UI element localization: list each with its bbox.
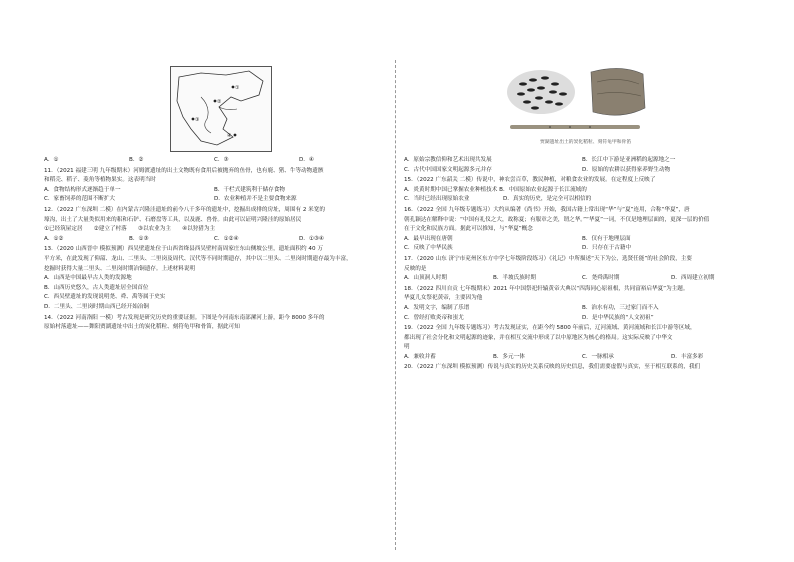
- question-text: 明: [404, 344, 410, 351]
- question-text: 都出现了社会分化和文明起源的迹象，并在相互交流中形成了以中原地区为核心的格局。这实际反映了中华文: [404, 334, 673, 341]
- option: A．山西是中国最早古人类的发源地: [44, 275, 132, 282]
- option: C．尧舜禹时期: [582, 275, 620, 282]
- question-text: 18．（2022 四川自贡 七年级期末）2021 年中国祭祀轩辕黄帝大典以“四海同心原祖根，共同富裕启华夏”为主题。: [404, 285, 689, 292]
- option: C．反映了中华民族: [404, 245, 453, 252]
- option: A．原始宗教信仰和艺术出现共发展: [404, 157, 492, 163]
- option: B．干栏式建筑利于储存食物: [214, 186, 285, 193]
- option: D．①③④: [299, 235, 324, 242]
- question-subitems: ①已经筑屋定居 ②建立了村落 ③以农业为主 ④以狩猎为主: [44, 226, 216, 233]
- question-text: 平方米，在此发现了仰韶、龙山、二里头、二里岗及周代、汉代等不同时期遗存，其中以二里头、二里岗时期遗存最为丰富，: [44, 255, 352, 262]
- option: B．仅有于地理层面: [582, 235, 631, 242]
- bone-flute-icon: [510, 124, 640, 130]
- option: A．炎黄时期中国已掌握农业种植技术 B．中国原始农业起源于长江流域的: [404, 186, 587, 193]
- option: B．多元一体: [493, 353, 525, 360]
- question-text: 20．（2022 广东深圳 模拟预测）传说与真实的历史关系反映的历史信息，我们需要虚假与真实，至于相互联系的，我们: [404, 364, 701, 371]
- question-text: 13．（2020 山西晋中 模拟预测）西吴壁遗址位于山西省绛县西吴壁村南周家庄东山侧坡公里，遗址面积约 40 万: [44, 246, 323, 253]
- option: D．西周建立初期: [671, 275, 715, 282]
- question-text: 19．（2022 全国 九年级专题练习）考古发现证实，在距今约 5800 年前后，辽河流域、黄河流域和长江中游等区域，: [404, 325, 696, 332]
- option: C．曾经打败炎帝和蚩尤: [404, 314, 464, 321]
- question-text: 华夏儿女祭祀黄帝，主要因为他: [404, 295, 483, 302]
- option: A．最早出现在唐朝: [404, 235, 453, 242]
- map-figure: [170, 66, 272, 152]
- option: D．丰富多彩: [671, 353, 704, 360]
- question-text: 朝孔颖达在解释中说：“中国有礼仪之大，故称夏；有服章之美，谓之华。”“华夏”一词，不仅是地理层面的，更深一层的价值: [404, 216, 710, 223]
- option: C．古代中国国家文明起源多元并存: [404, 166, 492, 173]
- artifact-image: [503, 64, 653, 128]
- option: B．治水有功，三过家门而不入: [582, 304, 659, 311]
- question-text: 12．（2022 广东深圳 二模）在内蒙古兴隆洼遗址的前今八千多年的遗址中，挖掘出成排的房址，周围有 2 米宽的: [44, 206, 325, 213]
- question-text: 11．（2021 福建三明 九年级期末）河姆渡遗址的出土文物既有食用后被抛弃的鱼骨，也有鹿、猪、牛等动物遗骸: [44, 167, 324, 174]
- option: A．食物结构形式逐渐趋于单一: [44, 186, 121, 193]
- question-text: 16．（2022 全国 九年级专题练习）大约从编著《尚书》开始，我国古籍上常出现“华”与“夏”连用，合称“华夏”，唐: [404, 206, 690, 213]
- svg-text:③: ③: [195, 117, 200, 123]
- option: B．长江中下游是亚洲稻的起源地之一: [582, 157, 676, 163]
- question-text: 挖掘时获得大量二里头、二里岗时期冶铜遗存。上述材料说明: [44, 265, 196, 272]
- option: A．①②: [44, 235, 64, 242]
- question-text: 14．（2022 河南洛阳 一模）考古发现是研究历史的重要证据。下图是今河南东南部漯河上游，距今 8000 多年的: [44, 314, 325, 321]
- option: D．农业种植并不是主要食物来源: [214, 196, 297, 203]
- svg-text:④: ④: [227, 133, 232, 139]
- option: D．④: [299, 157, 314, 163]
- option: C．西吴壁遗址的发现说明尧、舜、禹等属于史实: [44, 294, 166, 301]
- option: C．③: [214, 157, 229, 163]
- option: A．发明文字，编制了乐谱: [404, 304, 470, 311]
- right-column: [404, 156, 760, 373]
- option: D．二里头、二里岗时期山西已经开始冶铜: [44, 303, 149, 310]
- option: C．一脉相承: [582, 353, 614, 360]
- option: D．是中华民族的“人文初祖”: [582, 314, 654, 321]
- question-text: 壕沟，出土了大量类似用来的耜和石铲、石磨盘等工具，以及鹿、兽骨。由此可以证明兴隆洼的原始居民: [44, 216, 302, 223]
- china-map-icon: [171, 67, 271, 151]
- option: D．原始的农耕以获得家养野生动物: [582, 166, 671, 173]
- option: B．山西历史悠久，古人类遗址居全国首位: [44, 284, 149, 291]
- option: B．半坡氏族时期: [493, 275, 536, 282]
- svg-text:②: ②: [217, 99, 222, 105]
- option: C．①②④: [214, 235, 239, 242]
- column-divider: [395, 60, 396, 550]
- option: D．只存在于古籍中: [582, 245, 632, 252]
- left-column: [44, 156, 384, 333]
- question-text: 在于文化和民族方面。据此可以推知，与“华夏”概念: [404, 226, 533, 233]
- question-text: 17．（2020 山东 济宁市兖州区东方中学七年级阶段练习）《礼记》中所描述“天下为公，选贤任能”的社会阶段，主要: [404, 255, 693, 262]
- option: C．家畜饲养的范围不断扩大: [44, 196, 116, 203]
- option: A．兼收并蓄: [404, 353, 436, 360]
- question-text: 反映的是: [404, 265, 427, 272]
- figure-caption: 贾湖遗址出土的炭化稻粒、刻符龟甲和骨笛: [540, 140, 632, 145]
- option: A．①: [44, 157, 59, 163]
- option: B．②: [129, 157, 144, 163]
- question-text: 15．（2022 广东韶关 二模）传说中，神农尝百草，教民种植，对粮食农业的发展。在定程度上反映了: [404, 177, 656, 184]
- svg-text:①: ①: [235, 85, 240, 91]
- option: C．当时已经出现原始农业 D．真实的历史，是完全可以相信的: [404, 196, 592, 203]
- option: A．山顶洞人时期: [404, 275, 447, 282]
- option: B．①③: [129, 235, 149, 242]
- question-text: 和稻壳、稻子、菱角等植物果实。这表明当时: [44, 177, 156, 184]
- question-text: 原始村落遗址——舞阳贾湖遗址中出土的炭化稻粒、刻符龟甲和骨笛，据此可知: [44, 324, 240, 331]
- map-options: [44, 156, 384, 166]
